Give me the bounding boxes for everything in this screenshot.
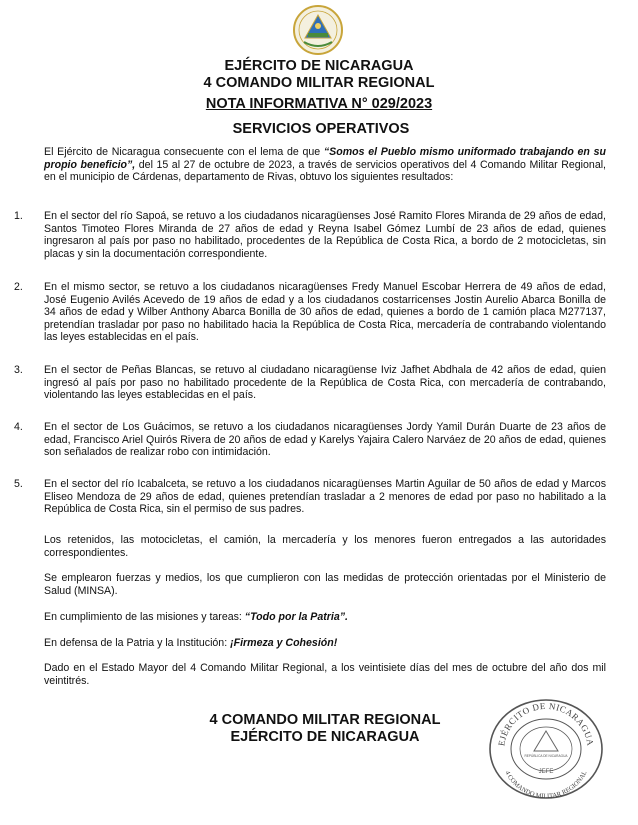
closing-paragraph-date: Dado en el Estado Mayor del 4 Comando Militar Regional, a los veintisiete días del mes de octubre del año dos mil veintitrés. [44,662,606,687]
list-item-text: En el mismo sector, se retuvo a los ciudadanos nicaragüenses Fredy Manuel Escobar Herrera de 49 años de edad, José Eugenio Avilés Acevedo de 19 años de edad y a los ciudadanos costarricenses Jostin Aurelio Abarca Bonilla de 34 años de edad y Wilber Anthony Abarca Bonilla de 30 años de edad, quienes a bordo de 1 camión placa M277137, pretendían trasladar por paso no habilitado hacia la República de Costa Rica, mercadería de contrabando violentando las leyes establecidas en el país. [44,281,606,344]
list-item-text: En el sector del río Icabalceta, se retuvo a los ciudadanos nicaragüenses Martin Aguilar de 50 años de edad y Marcos Eliseo Mendoza de 29 años de edad, quienes pretendían trasladar a 2 menores de edad por paso no habilitado a la República de Costa Rica, sin el permiso de sus padres. [44,478,606,516]
nicaragua-coat-of-arms-icon [292,4,344,56]
closing-paragraph-defense [44,637,606,650]
official-stamp-icon [487,697,605,801]
note-title: NOTA INFORMATIVA N° 029/2023 [205,96,433,112]
list-item-number: 1. [14,210,23,222]
closing-paragraph-handover: Los retenidos, las motocicletas, el camión, la mercadería y los menores fueron entregados a las autoridades correspondientes. [44,534,606,559]
defense-motto: ¡Firmeza y Cohesión! [230,637,338,649]
intro-motto: “Somos el Pueblo mismo uniformado trabajando en su propio beneficio”, [44,146,606,171]
closing-paragraph-mission [44,611,606,624]
list-item-text: En el sector de Peñas Blancas, se retuvo al ciudadano nicaragüense Iviz Jafhet Abdhala de 42 años de edad, quien ingresó al país por paso no habilitado procedente de la República de Costa Rica, con mercadería de contrabando, violentando las leyes establecidas en el país. [44,364,606,402]
seal-top-text: EJÉRCITO DE NICARAGUA [496,700,596,747]
footer-line-1: 4 COMANDO MILITAR REGIONAL [209,712,441,728]
list-item-number: 4. [14,421,23,433]
seal-role: JEFE [538,769,554,775]
list-item-text: En el sector de Los Guácimos, se retuvo a los ciudadanos nicaragüenses Jordy Yamil Durán Duarte de 23 años de edad, Francisco Ariel Quirós Rivera de 20 años de edad y Karelys Yajaira Calero Narváez de 20 años de edad, quienes son señalados de realizar robo con intimidación. [44,421,606,459]
footer-line-2: EJÉRCITO DE NICARAGUA [230,729,420,745]
mission-lead: En cumplimiento de las misiones y tareas: [44,611,245,623]
list-item-text: En el sector del río Sapoá, se retuvo a los ciudadanos nicaragüenses José Ramito Flores Miranda de 29 años de edad, Santos Timoteo Flores Miranda de 27 años de edad y Reyna Isabel Gómez Lumbí de 23 años de edad, quienes ingresaron al país por paso no habilitado, procedentes de la República de Costa Rica, a bordo de 2 motocicletas, sin placas y sin la documentación correspondiente. [44,210,606,260]
list-item-number: 5. [14,478,23,490]
list-item-number: 2. [14,281,23,293]
svg-text:EJÉRCITO DE NICARAGUA [496,701,595,747]
closing-paragraph-measures: Se emplearon fuerzas y medios, los que cumplieron con las medidas de protección orientadas por el Ministerio de Salud (MINSA). [44,572,606,597]
header-line-1: EJÉRCITO DE NICARAGUA [224,58,414,74]
seal-bottom-text: 4 COMANDO MILITAR REGIONAL [503,769,589,801]
intro-paragraph [44,146,606,184]
mission-motto: “Todo por la Patria”. [244,611,348,623]
defense-lead: En defensa de la Patria y la Institución: [44,637,231,649]
header-line-2: 4 COMANDO MILITAR REGIONAL [203,75,435,91]
seal-inner-text: REPÚBLICA DE NICARAGUA [524,754,568,758]
subtitle: SERVICIOS OPERATIVOS [232,121,410,137]
list-item-number: 3. [14,364,23,376]
intro-after: del 15 al 27 de octubre de 2023, a través de servicios operativos del 4 Comando Militar Regional, en el municipio de Cárdenas, departamento de Rivas, obtuvo los siguientes resultados: [44,158,607,184]
intro-before: El Ejército de Nicaragua consecuente con el lema de que [44,146,324,158]
